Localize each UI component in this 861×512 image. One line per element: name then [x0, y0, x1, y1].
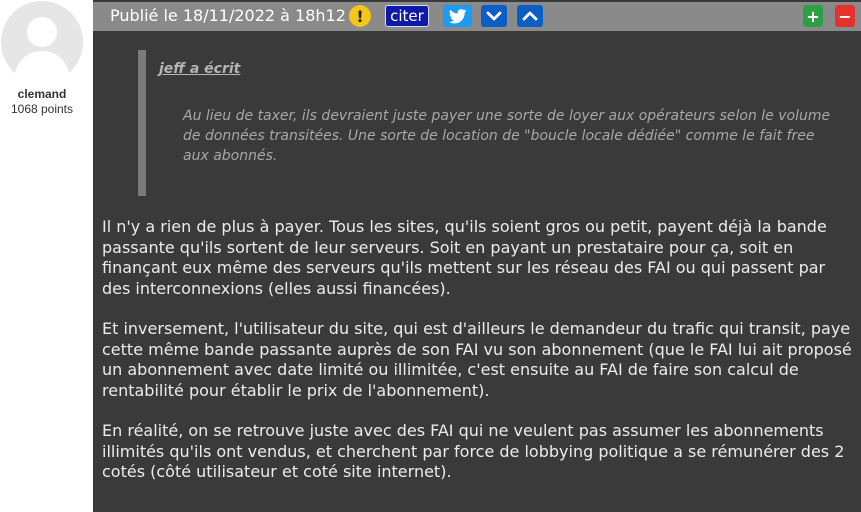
previous-post-button[interactable] — [517, 5, 543, 27]
published-date: Publié le 18/11/2022 à 18h12 — [110, 6, 346, 25]
post-paragraph: En réalité, on se retrouve juste avec des FAI qui ne veulent pas assumer les abonnements illimités qu'ils ont vendus, et cherchent par force de lobbying politique a se rémunérer des 2 cotés (côté utilisateur et coté site internet). — [102, 421, 845, 481]
downvote-button[interactable]: − — [835, 5, 855, 27]
username[interactable]: clemand — [17, 87, 67, 101]
post-paragraph: Et inversement, l'utilisateur du site, qui est d'ailleurs le demandeur du trafic qui transit, paye cette même bande passante auprès de son FAI vu son abonnement (que le FAI lui ait proposé un abonnement avec date limité ou illimitée, c'est ensuite au FAI de faire son calcul de rentabilité pour établir le prix de l'abonnement). — [102, 319, 852, 400]
exclamation-icon: ! — [356, 6, 364, 26]
post-paragraph: Il n'y a rien de plus à payer. Tous les sites, qu'ils soient gros ou petit, payent déjà la bande passante qu'ils sortent de leur serveurs. Soit en payant un prestataire pour ça, soit en finançant eux même des serveurs qu'ils mettent sur les réseau des FAI ou qui passent par des interconnexions (elles aussi financées). — [102, 217, 827, 298]
chevron-up-icon — [522, 10, 538, 22]
chevron-down-icon — [486, 10, 502, 22]
quote-text: Au lieu de taxer, ils devraient juste payer une sorte de loyer aux opérateurs selon le volume de données transitées. Une sorte de location de "boucle locale dédiée" comme le fait free aux abonnés. — [183, 108, 831, 164]
author-panel — [0, 0, 93, 512]
user-silhouette-icon — [1, 1, 83, 83]
upvote-button[interactable]: + — [803, 5, 823, 27]
quote-button[interactable]: citer — [385, 5, 429, 27]
post-body — [102, 217, 857, 503]
quote-author[interactable]: jeff a écrit — [159, 61, 241, 77]
avatar[interactable] — [1, 1, 83, 83]
next-post-button[interactable] — [481, 5, 507, 27]
post-header — [93, 2, 861, 31]
twitter-bird-icon — [449, 9, 467, 24]
quote-block — [138, 50, 838, 196]
report-button[interactable] — [349, 5, 371, 27]
user-points: 1068 points — [10, 102, 74, 116]
twitter-share-button[interactable] — [443, 5, 472, 27]
